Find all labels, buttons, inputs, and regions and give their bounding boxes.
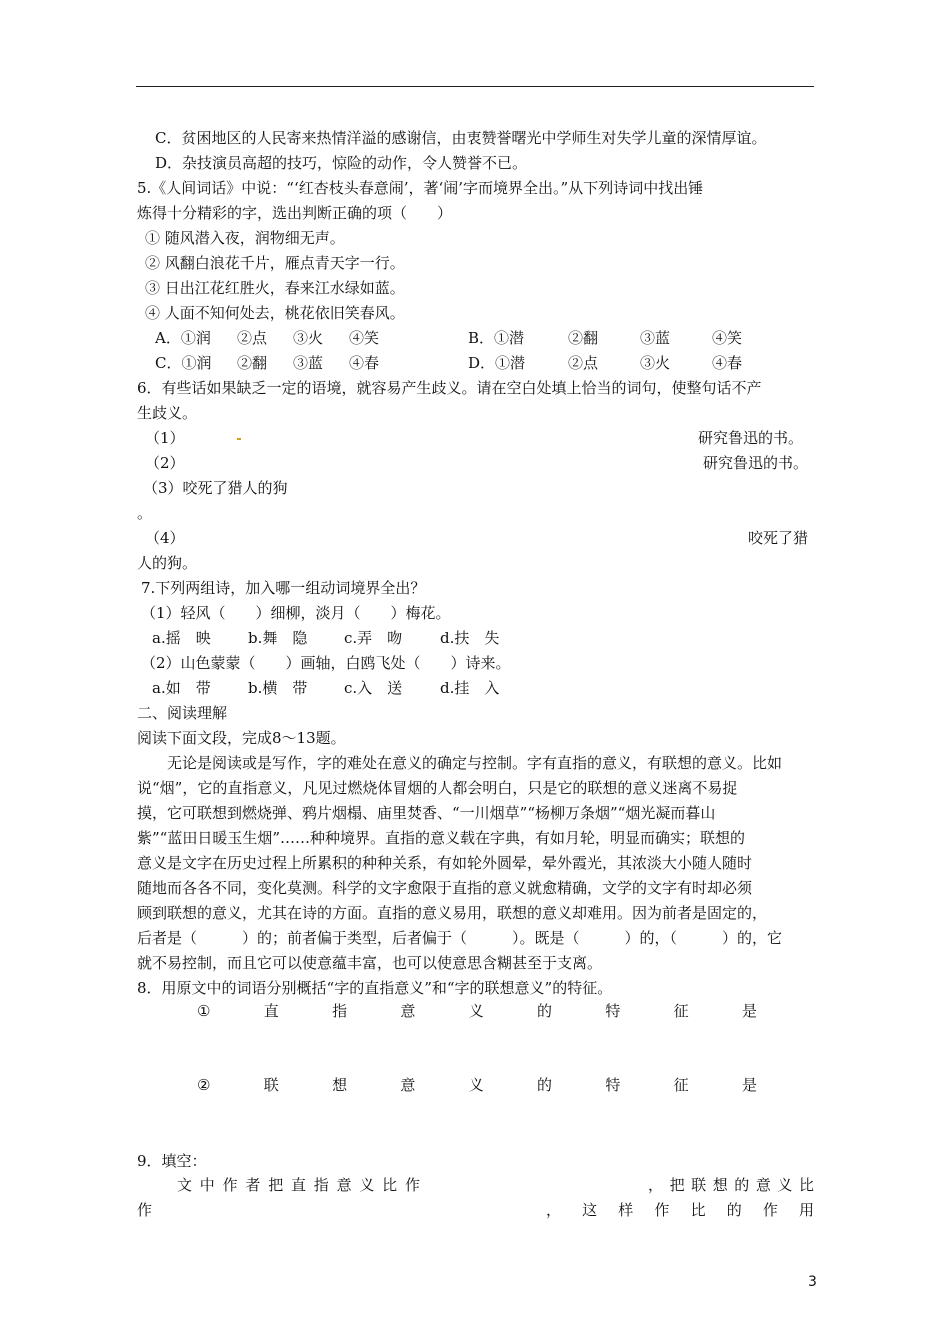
q5-option-c: C．①润 ②翻 ③蓝 ④春 (155, 354, 380, 372)
q5-item-3: ③ 日出江花红胜火，春来江水绿如蓝。 (145, 279, 405, 297)
blank-mark (237, 438, 241, 440)
q5-stem-line1: 5.《人间词话》中说：“‘红杏枝头春意闹’，著‘闹’字而境界全出。”从下列诗词中找出锤 (137, 179, 704, 197)
q9-line1-left: 文 中 作 者 把 直 指 意 义 比 作 (177, 1176, 420, 1194)
q4-option-d: D．杂技演员高超的技巧，惊险的动作，令人赞誉不已。 (155, 154, 528, 172)
passage-line: 后者是（ ）的；前者偏于类型，后者偏于（ ）。既是（ ）的，（ ）的，它 (137, 929, 783, 947)
q6-sentence1-text: 研究鲁迅的书。 (698, 429, 804, 447)
q9-line1-right: ， 把 联 想 的 意 义 比 (648, 1176, 814, 1194)
q5-option-d: D．①潜 ②点 ③火 ④春 (468, 354, 743, 372)
page-number: 3 (808, 1274, 817, 1290)
q6-sentence1-label: （1） (145, 429, 185, 447)
q7-poem2: （2）山色蒙蒙（ ）画轴，白鸥飞处（ ）诗来。 (141, 654, 511, 672)
q5-item-4: ④ 人面不知何处去，桃花依旧笑春风。 (145, 304, 405, 322)
q5-stem-line2: 炼得十分精彩的字，选出判断正确的项（ ） (137, 204, 453, 222)
q6-sentence4-text: 咬死了猎 (748, 529, 809, 547)
q6-sentence4-cont: 人的狗。 (137, 554, 198, 572)
q5-option-a: A．①润 ②点 ③火 ④笑 (155, 329, 380, 347)
passage-line: 说“烟”，它的直指意义，凡见过燃烧体冒烟的人都会明白，只是它的联想的意义迷离不易捉 (137, 779, 738, 797)
q5-option-b: B．①潜 ②翻 ③蓝 ④笑 (468, 329, 743, 347)
passage-line: 顾到联想的意义，尤其在诗的方面。直指的意义易用，联想的意义却难用。因为前者是固定的， (137, 904, 768, 922)
passage-line: 无论是阅读或是写作，字的难处在意义的确定与控制。字有直指的意义，有联想的意义。比如 (167, 754, 783, 772)
q5-item-2: ② 风翻白浪花千片，雁点青天字一行。 (145, 254, 405, 272)
q4-option-c: C．贫困地区的人民寄来热情洋溢的感谢信，由衷赞誉曙光中学师生对失学儿童的深情厚谊。 (155, 129, 767, 147)
q8-stem: 8．用原文中的词语分别概括“字的直指意义”和“字的联想意义”的特征。 (137, 979, 613, 997)
q6-stem-line1: 6．有些话如果缺乏一定的语境，就容易产生歧义。请在空白处填上恰当的词句，使整句话不产 (137, 379, 762, 397)
q6-sentence2-text: 研究鲁迅的书。 (703, 454, 809, 472)
q6-stem-line2: 生歧义。 (137, 404, 198, 422)
q9-line2-right: ， 这 样 作 比 的 作 用 (546, 1201, 814, 1219)
passage-line: 摸，它可联想到燃烧弹、鸦片烟榻、庙里焚香、“一川烟草”“杨柳万条烟”“烟光凝而暮山 (137, 804, 716, 822)
q7-poem1: （1）轻风（ ）细柳，淡月（ ）梅花。 (141, 604, 451, 622)
section-intro: 阅读下面文段，完成8～13题。 (137, 729, 346, 747)
passage-line: 就不易控制，而且它可以使意蕴丰富，也可以使意思含糊甚至于支离。 (137, 954, 603, 972)
header-rule (136, 86, 814, 87)
passage-line: 意义是文字在历史过程上所累积的种种关系，有如轮外圆晕，晕外霞光，其浓淡大小随人随时 (137, 854, 753, 872)
passage-line: 随地而各各不同，变化莫测。科学的文字愈限于直指的意义就愈精确，文学的文字有时却必须 (137, 879, 753, 897)
q9-stem: 9．填空： (137, 1152, 207, 1170)
q6-sentence4-label: （4） (145, 529, 185, 547)
q8-answer2-line: ② 联 想 意 义 的 特 征 是 (197, 1076, 757, 1094)
passage-line: 紫”“蓝田日暖玉生烟”……种种境界。直指的意义载在字典，有如月轮，明显而确实；联想的 (137, 829, 746, 847)
q7-stem: 7.下列两组诗，加入哪一组动词境界全出？ (141, 579, 426, 597)
q7-poem1-options: a.摇 映 b.舞 隐 c.弄 吻 d.扶 失 (152, 629, 500, 647)
q6-sentence3-end: 。 (137, 504, 153, 522)
q6-sentence2-label: （2） (145, 454, 185, 472)
q9-line2-left: 作 (137, 1201, 153, 1219)
section-title: 二、阅读理解 (137, 704, 228, 722)
q7-poem2-options: a.如 带 b.横 带 c.入 送 d.挂 入 (152, 679, 500, 697)
q6-sentence3: （3）咬死了猎人的狗 (143, 479, 288, 497)
q8-answer1-line: ① 直 指 意 义 的 特 征 是 (197, 1002, 757, 1020)
q5-item-1: ① 随风潜入夜，润物细无声。 (145, 229, 345, 247)
